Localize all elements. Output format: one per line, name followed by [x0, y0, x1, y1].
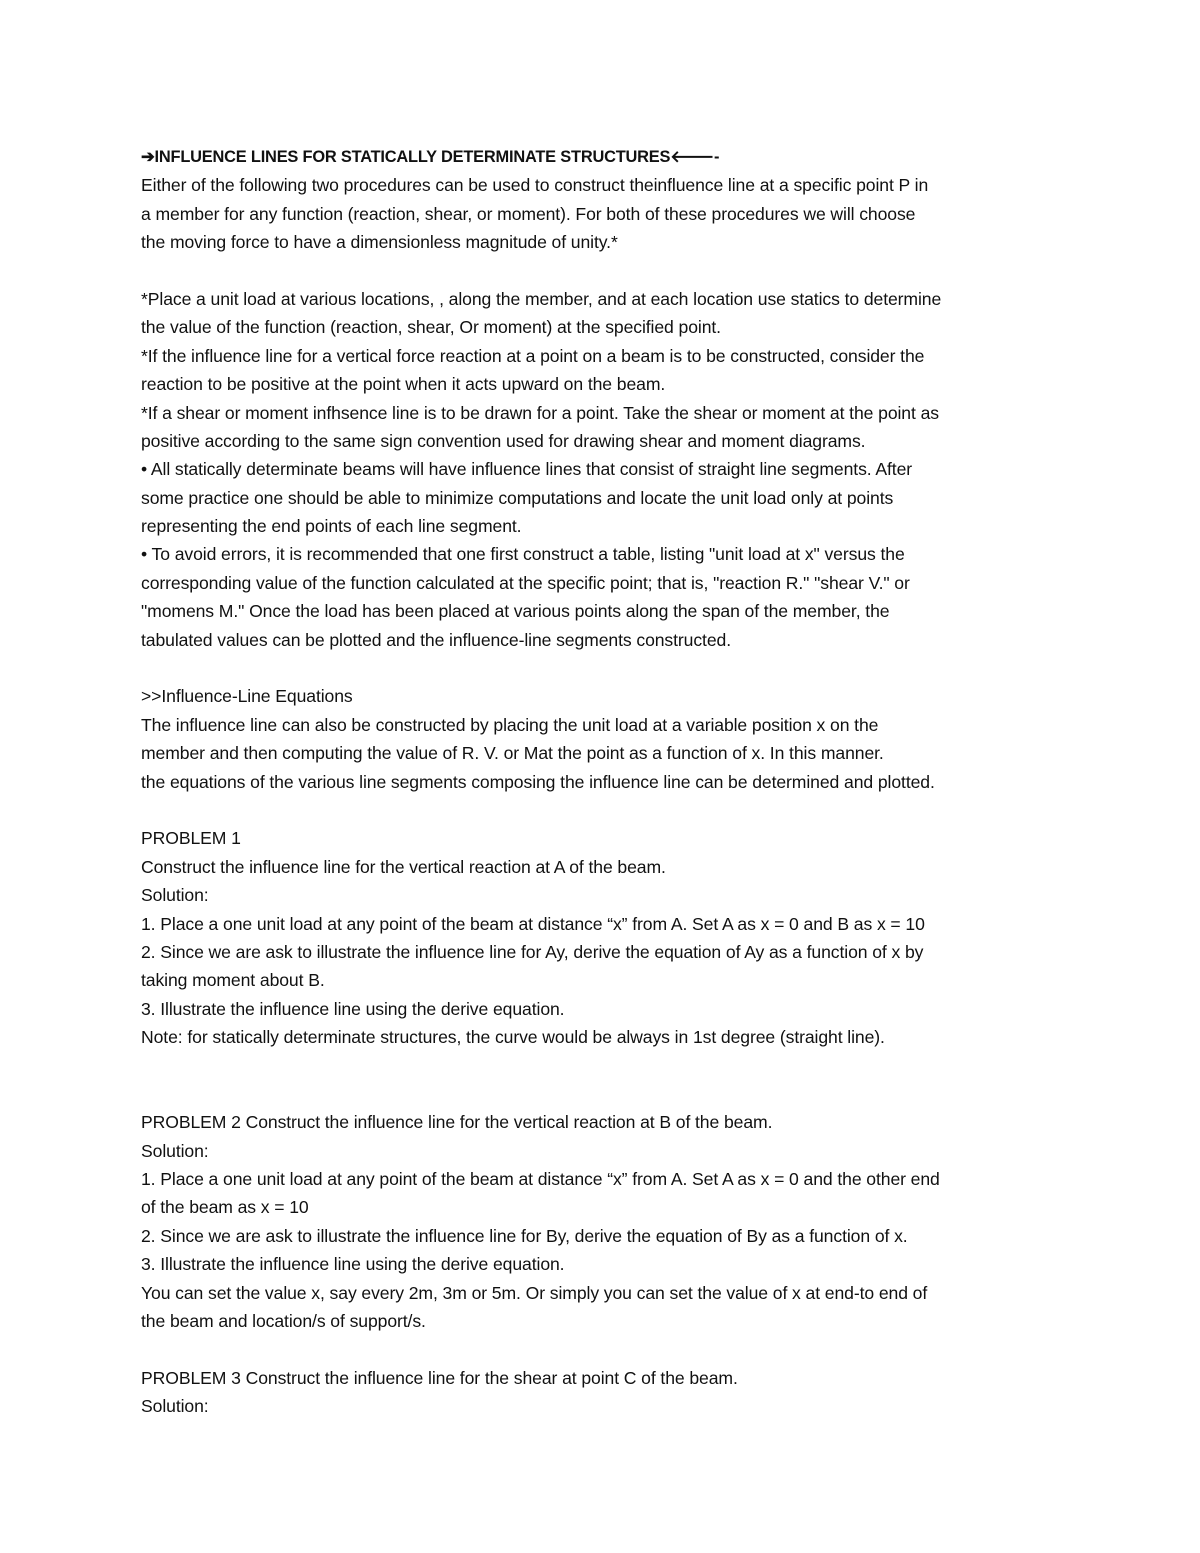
text-line: member and then computing the value of R. V. or Mat the point as a function of x. In this manner.: [141, 743, 884, 764]
text-line: • To avoid errors, it is recommended that one first construct a table, listing "unit load at x" versus the: [141, 544, 905, 565]
blank-line: [141, 654, 1061, 682]
text-line: reaction to be positive at the point when it acts upward on the beam.: [141, 374, 666, 395]
document-heading: [141, 143, 1061, 171]
text-line: *Place a unit load at various locations, , along the member, and at each location use statics to determine: [141, 288, 942, 309]
text-line: representing the end points of each line segment.: [141, 516, 522, 537]
text-line: "momens M." Once the load has been placed at various points along the span of the member, the: [141, 601, 890, 622]
text-line: the beam and location/s of support/s.: [141, 1311, 426, 1332]
text-line: Solution:: [141, 1140, 209, 1161]
text-line: Solution:: [141, 885, 209, 906]
blank-line: [141, 796, 1061, 824]
text-line: 3. Illustrate the influence line using the derive equation.: [141, 998, 565, 1019]
blank-line: [141, 1335, 1061, 1363]
text-line: some practice one should be able to minimize computations and locate the unit load only at points: [141, 487, 894, 508]
text-line: taking moment about B.: [141, 970, 325, 991]
text-line: *If the influence line for a vertical force reaction at a point on a beam is to be constructed, consider the: [141, 345, 925, 366]
text-line: 2. Since we are ask to illustrate the influence line for Ay, derive the equation of Ay as a function of x by: [141, 941, 924, 962]
document-body: [141, 143, 1061, 1421]
text-line: the moving force to have a dimensionless magnitude of unity.*: [141, 232, 618, 253]
text-line: • All statically determinate beams will have influence lines that consist of straight line segments. After: [141, 459, 913, 480]
text-line: 2. Since we are ask to illustrate the influence line for By, derive the equation of By as a function of x.: [141, 1225, 908, 1246]
text-line: PROBLEM 3 Construct the influence line for the shear at point C of the beam.: [141, 1367, 738, 1388]
text-line: the value of the function (reaction, shear, Or moment) at the specified point.: [141, 317, 721, 338]
text-line: the equations of the various line segments composing the influence line can be determined and plotted.: [141, 771, 935, 792]
text-line: 1. Place a one unit load at any point of the beam at distance “x” from A. Set A as x = 0 and the other end: [141, 1169, 940, 1190]
text-lines: [141, 171, 1061, 1420]
blank-line: [141, 1052, 1061, 1080]
text-line: positive according to the same sign convention used for drawing shear and moment diagrams.: [141, 430, 866, 451]
text-line: corresponding value of the function calculated at the specific point; that is, "reaction R." "shear V." or: [141, 572, 910, 593]
text-line: Either of the following two procedures can be used to construct theinfluence line at a specific point P in: [141, 175, 929, 196]
text-line: PROBLEM 2 Construct the influence line for the vertical reaction at B of the beam.: [141, 1112, 773, 1133]
text-line: tabulated values can be plotted and the influence-line segments constructed.: [141, 629, 732, 650]
heading-title: INFLUENCE LINES FOR STATICALLY DETERMINATE STRUCTURES: [154, 148, 671, 166]
text-line: of the beam as x = 10: [141, 1197, 309, 1218]
text-line: The influence line can also be constructed by placing the unit load at a variable position x on the: [141, 714, 879, 735]
text-line: *If a shear or moment infhsence line is to be drawn for a point. Take the shear or moment at the point as: [141, 402, 939, 423]
blank-line: [141, 257, 1061, 285]
text-line: Solution:: [141, 1396, 209, 1417]
text-line: Note: for statically determinate structures, the curve would be always in 1st degree (straight line).: [141, 1027, 885, 1048]
text-line: Construct the influence line for the vertical reaction at A of the beam.: [141, 856, 666, 877]
text-line: >>Influence-Line Equations: [141, 686, 353, 707]
text-line: a member for any function (reaction, shear, or moment). For both of these procedures we will choose: [141, 203, 916, 224]
text-line: 3. Illustrate the influence line using the derive equation.: [141, 1254, 565, 1275]
text-line: PROBLEM 1: [141, 828, 241, 849]
blank-line: [141, 1080, 1061, 1108]
left-arrow-icon: 🡐-: [670, 148, 720, 166]
text-line: You can set the value x, say every 2m, 3m or 5m. Or simply you can set the value of x at end-to end of: [141, 1282, 928, 1303]
text-line: 1. Place a one unit load at any point of the beam at distance “x” from A. Set A as x = 0 and B as x = 10: [141, 913, 925, 934]
right-arrow-icon: ➔: [141, 148, 155, 166]
